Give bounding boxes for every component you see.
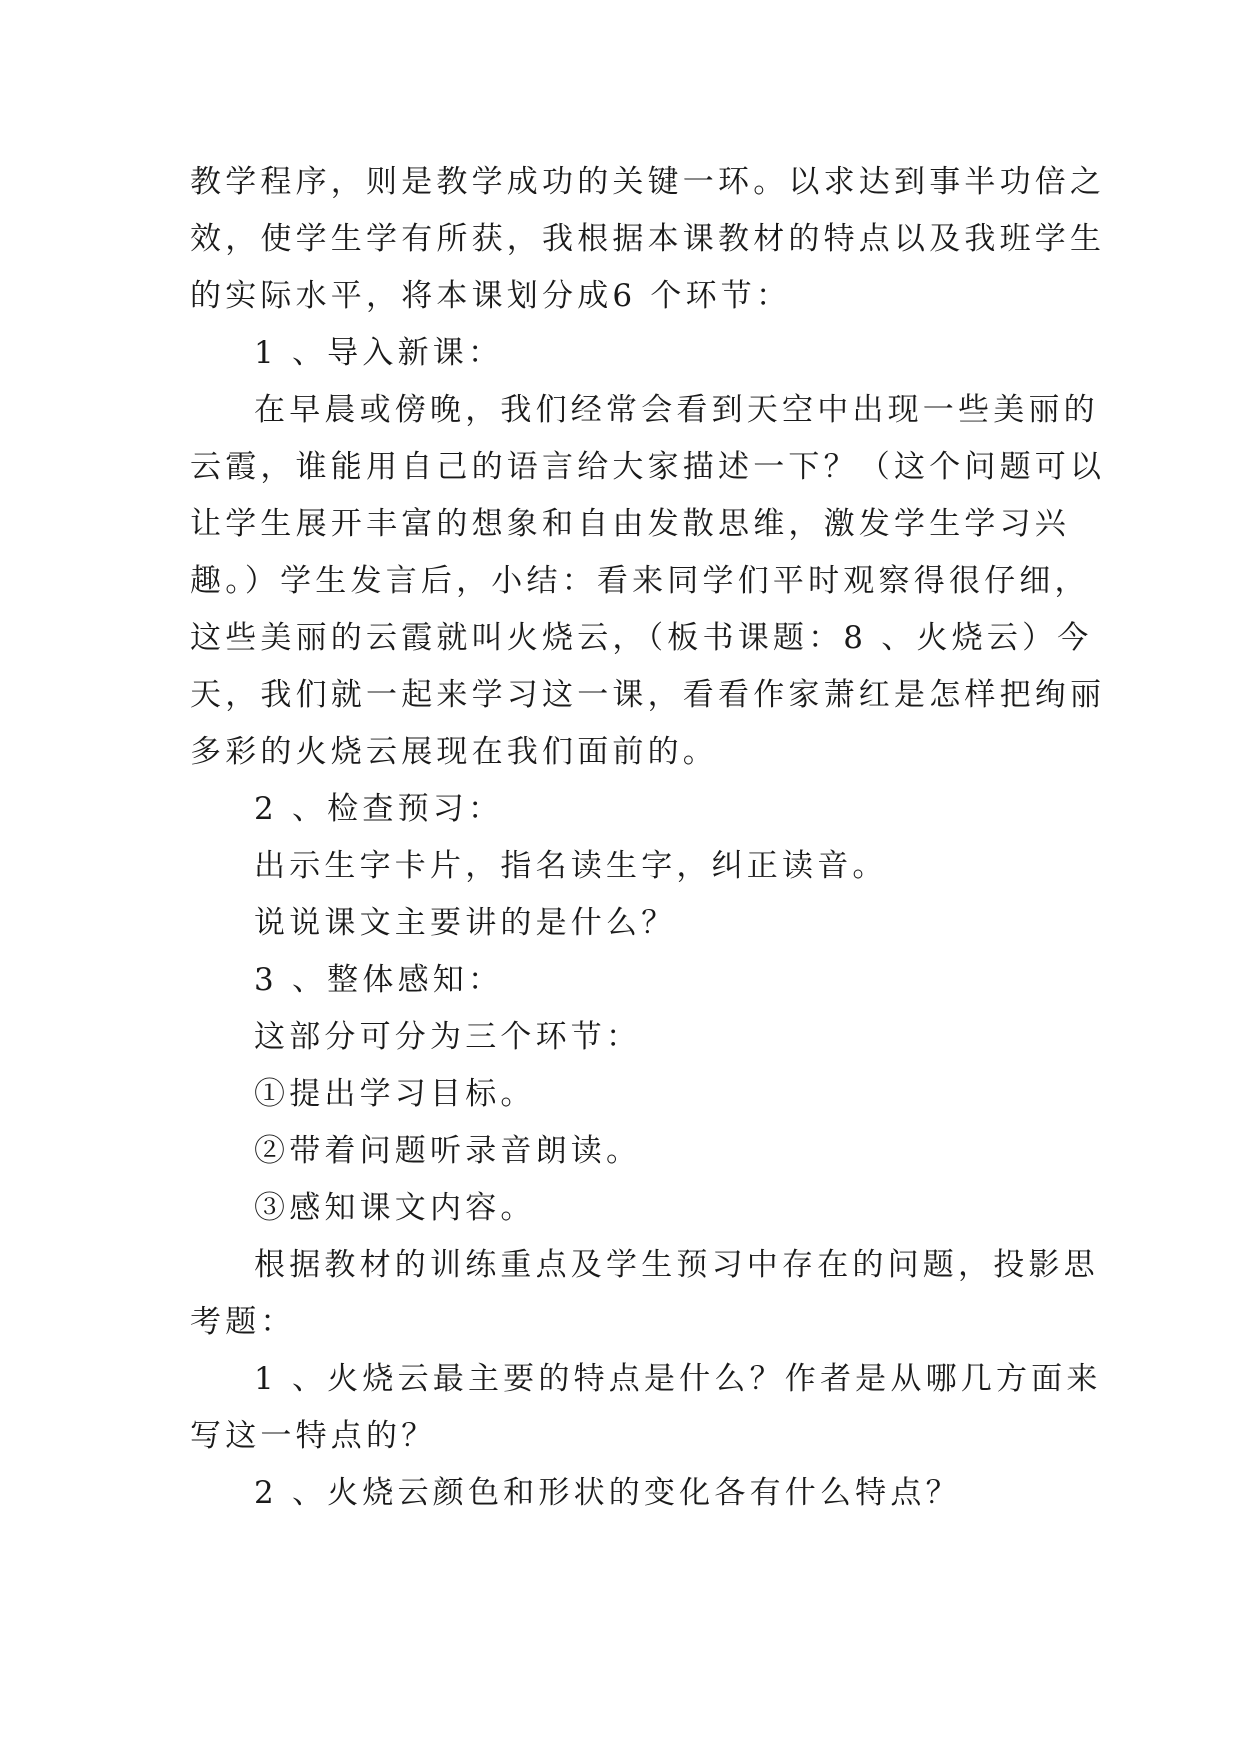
section-heading: 1 、导入新课： <box>254 335 504 371</box>
question-line: 写这一特点的？ <box>190 1418 437 1454</box>
text-line: 在早晨或傍晚，我们经常会看到天空中出现一些美丽的 <box>254 392 1099 428</box>
text-line: 说说课文主要讲的是什么？ <box>254 905 677 941</box>
text-line: 这些美丽的云霞就叫火烧云，（板书课题：8 、火烧云）今 <box>190 620 1093 656</box>
text-line: 效，使学生学有所获，我根据本课教材的特点以及我班学生 <box>190 221 1106 257</box>
text-line: 天，我们就一起来学习这一课，看看作家萧红是怎样把绚丽 <box>190 677 1106 713</box>
text-line: 让学生展开丰富的想象和自由发散思维，激发学生学习兴 <box>190 506 1070 542</box>
list-item: ③感知课文内容。 <box>254 1190 536 1226</box>
text-line: 云霞，谁能用自己的语言给大家描述一下？（这个问题可以 <box>190 449 1106 485</box>
text-line: 教学程序，则是教学成功的关键一环。以求达到事半功倍之 <box>190 164 1106 200</box>
text-line: 多彩的火烧云展现在我们面前的。 <box>190 734 718 770</box>
question-line: 1 、火烧云最主要的特点是什么？作者是从哪几方面来 <box>254 1361 1102 1397</box>
text-line: 考题： <box>190 1304 296 1340</box>
question-line: 2 、火烧云颜色和形状的变化各有什么特点？ <box>254 1475 961 1511</box>
text-line: 这部分可分为三个环节： <box>254 1019 642 1055</box>
section-heading: 3 、整体感知： <box>254 962 504 998</box>
section-heading: 2 、检查预习： <box>254 791 504 827</box>
text-line: 趣。）学生发言后，小结：看来同学们平时观察得很仔细， <box>190 563 1090 599</box>
text-line: 出示生字卡片，指名读生字，纠正读音。 <box>254 848 888 884</box>
text-line: 的实际水平，将本课划分成6 个环节： <box>190 278 792 314</box>
list-item: ①提出学习目标。 <box>254 1076 536 1112</box>
list-item: ②带着问题听录音朗读。 <box>254 1133 642 1169</box>
text-line: 根据教材的训练重点及学生预习中存在的问题，投影思 <box>254 1247 1099 1283</box>
